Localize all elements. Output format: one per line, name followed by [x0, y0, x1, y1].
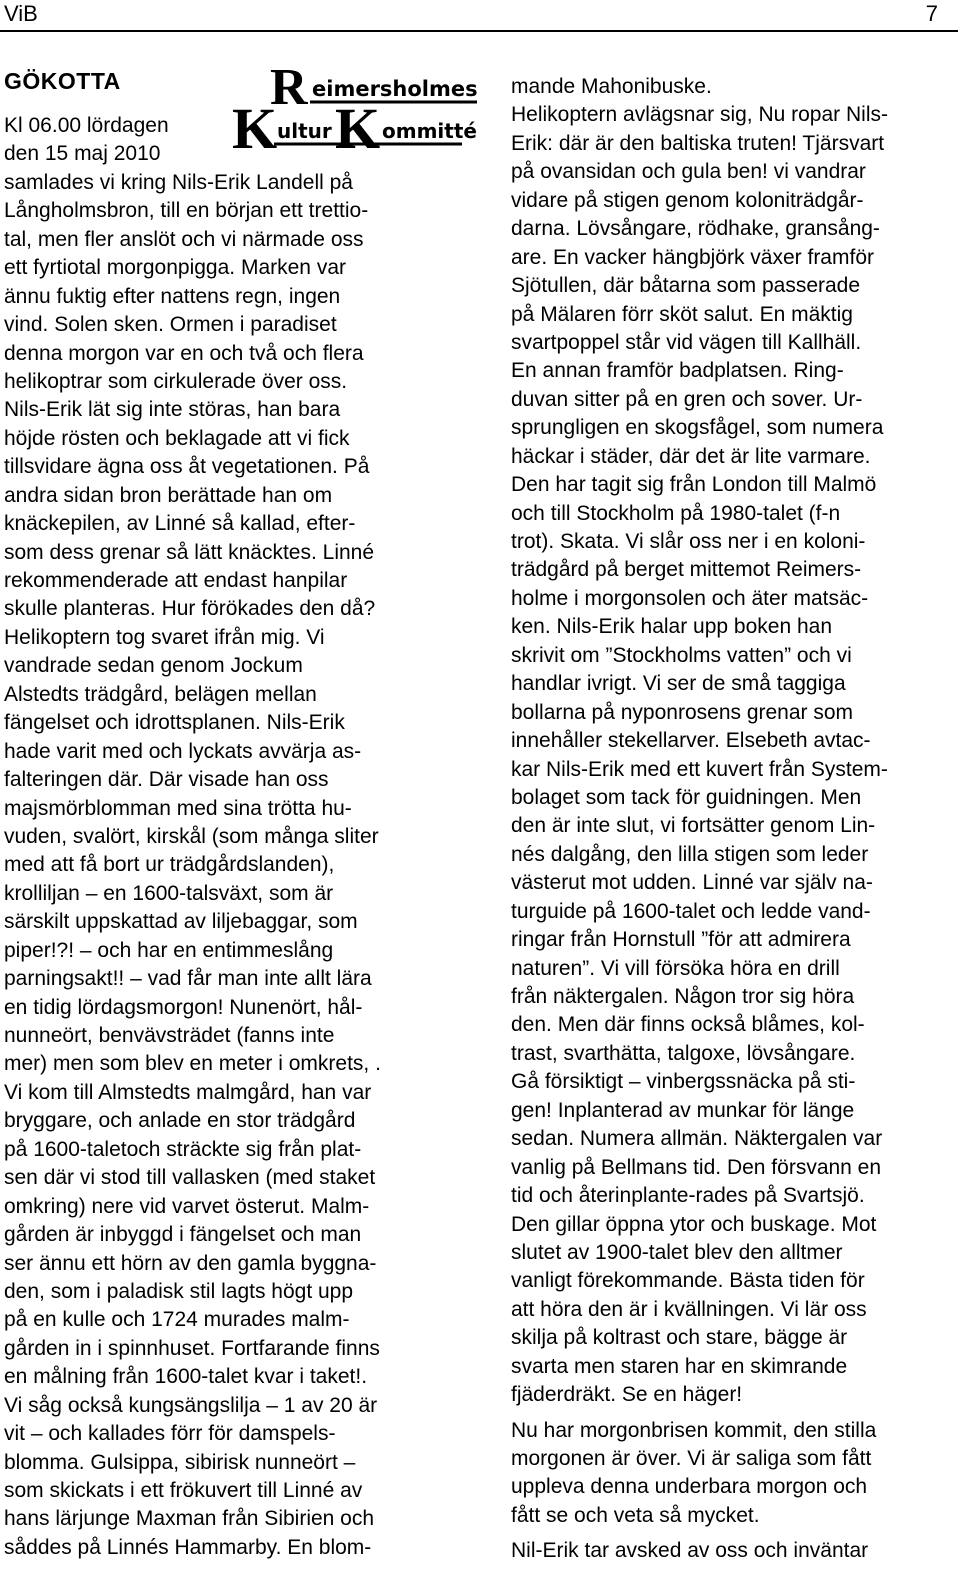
text-line: höjde rösten och beklagade att vi fick: [4, 426, 350, 450]
text-line: vandrade sedan genom Jockum: [4, 654, 303, 678]
text-line: och till Stockholm på 1980-talet (f-n: [511, 501, 841, 525]
text-line: ser ännu ett hörn av den gamla byggna-: [4, 1251, 377, 1275]
text-line: på 1600-taletoch sträckte sig från plat-: [4, 1137, 362, 1161]
text-line: Nils-Erik lät sig inte störas, han bara: [4, 398, 341, 422]
text-line: på Mälaren förr sköt salut. En mäktig: [511, 302, 853, 326]
logo-text-top: eimersholmes: [312, 77, 478, 101]
text-line: på en kulle och 1724 murades malm-: [4, 1308, 350, 1332]
text-line: omkring) nere vid varvet österut. Malm-: [4, 1194, 370, 1218]
text-line: are. En vacker hängbjörk växer framför: [511, 245, 874, 269]
text-line: mer) men som blev en meter i omkrets, .: [4, 1052, 381, 1076]
text-line: innehåller stekellarver. Elsebeth avtac-: [511, 729, 871, 753]
logo-text-kommitte: ommitté: [382, 119, 477, 143]
text-line: Sjötullen, där båtarna som passerade: [511, 274, 861, 298]
text-line: blomma. Gulsippa, sibirisk nunneört –: [4, 1450, 356, 1474]
publication-name: ViB: [4, 1, 38, 26]
text-line: falteringen där. Där visade han oss: [4, 768, 329, 792]
text-line: ett fyrtiotal morgonpigga. Marken var: [4, 256, 346, 280]
text-line: tal, men fler anslöt och vi närmade oss: [4, 227, 364, 251]
text-line: slutet av 1900-talet blev den alltmer: [511, 1240, 843, 1264]
text-line: krolliljan – en 1600-talsväxt, som är: [4, 881, 334, 905]
text-line: skrivit om ”Stockholms vatten” och vi: [511, 643, 852, 667]
text-line: fjäderdräkt. Se en häger!: [511, 1383, 743, 1407]
text-line: Alstedts trädgård, belägen mellan: [4, 682, 317, 706]
text-line: fängelset och idrottsplanen. Nils-Erik: [4, 711, 345, 735]
text-line: bolaget som tack för guidningen. Men: [511, 785, 862, 809]
article-title: GÖKOTTA: [4, 68, 121, 94]
text-line: sedan. Numera allmän. Näktergalen var: [511, 1127, 883, 1151]
text-line: den 15 maj 2010: [4, 142, 161, 166]
text-line: piper!?! – och har en entimmeslång: [4, 938, 334, 962]
text-line: naturen”. Vi vill försöka höra en drill: [511, 956, 840, 980]
text-line: turguide på 1600-talet och ledde vand-: [511, 899, 871, 923]
text-line: den är inte slut, vi fortsätter genom Lin-: [511, 814, 876, 838]
page-number: 7: [925, 1, 938, 26]
text-line: trot). Skata. Vi slår oss ner i en koloni-: [511, 530, 866, 553]
text-line: gen! Inplanterad av munkar för länge: [511, 1098, 855, 1122]
text-line: sen där vi stod till vallasken (med staket: [4, 1166, 376, 1190]
text-line: Långholmsbron, till en början ett trettio-: [4, 199, 369, 223]
text-line: vuden, svalört, kirskål (som många sliter: [4, 824, 379, 848]
text-line: Nu har morgonbrisen kommit, den stilla: [511, 1418, 877, 1442]
logo-letter-k2: K: [335, 96, 381, 156]
text-line: såddes på Linnés Hammarby. En blom-: [4, 1535, 372, 1559]
text-line: Helikoptern tog svaret ifrån mig. Vi: [4, 625, 325, 649]
text-line: som dess grenar så lätt knäcktes. Linné: [4, 540, 375, 564]
text-line: fått se och veta så mycket.: [511, 1503, 760, 1527]
text-line: Nil-Erik tar avsked av oss och inväntar: [511, 1539, 869, 1563]
text-line: tillsvidare ägna oss åt vegetationen. På: [4, 455, 370, 479]
text-line: häckar i städer, där det är lite varmare.: [511, 444, 871, 468]
text-line: hade varit med och lyckats avvärja as-: [4, 739, 362, 763]
text-line: knäckepilen, av Linné så kallad, efter-: [4, 512, 356, 536]
text-line: tid och återinplante-rades på Svartsjö.: [511, 1184, 865, 1208]
text-line: en målning från 1600-talet kvar i taket!.: [4, 1365, 368, 1389]
text-line: Vi såg också kungsängslilja – 1 av 20 är: [4, 1393, 378, 1417]
text-line: rekommenderade att endast hanpilar: [4, 569, 348, 592]
text-line: med att få bort ur trädgårdslanden),: [4, 853, 335, 877]
text-line: västerut mot udden. Linné var själv na-: [511, 871, 873, 895]
text-line: vit – och kallades förr för damspels-: [4, 1422, 336, 1446]
text-line: Helikoptern avlägsnar sig, Nu ropar Nils-: [511, 103, 888, 127]
text-line: denna morgon var en och två och flera: [4, 341, 364, 365]
text-line: från näktergalen. Någon tror sig höra: [511, 985, 855, 1008]
text-line: vanligt förekommande. Bästa tiden för: [511, 1269, 865, 1293]
text-line: sprungligen en skogsfågel, som numera: [511, 416, 884, 440]
text-line: kar Nils-Erik med ett kuvert från System-: [511, 757, 888, 781]
text-line: parningsakt!! – vad får man inte allt lära: [4, 967, 372, 991]
logo-text-kultur: ultur: [277, 119, 332, 143]
text-line: att höra den är i kvällningen. Vi lär oss: [511, 1297, 867, 1321]
logo-letter-r: R: [270, 60, 308, 116]
page-header: [0, 0, 960, 32]
text-line: bollarna på nyponrosens grenar som: [511, 700, 854, 724]
text-line: Kl 06.00 lördagen: [4, 114, 169, 137]
text-line: nés dalgång, den lilla stigen som leder: [511, 842, 869, 866]
text-line: darna. Lövsångare, rödhake, gransång-: [511, 217, 880, 241]
text-line: Den gillar öppna ytor och buskage. Mot: [511, 1212, 877, 1236]
text-line: en tidig lördagsmorgon! Nunenört, hål-: [4, 995, 363, 1019]
text-line: ken. Nils-Erik halar upp boken han: [511, 615, 833, 639]
text-line: den. Men där finns också blåmes, kol-: [511, 1013, 865, 1037]
text-line: Vi kom till Almstedts malmgård, han var: [4, 1080, 372, 1104]
text-line: trädgård på berget mittemot Reimers-: [511, 558, 862, 582]
text-line: samlades vi kring Nils-Erik Landell på: [4, 170, 353, 194]
article-right-column: [511, 73, 957, 1566]
text-line: särskilt uppskattad av liljebaggar, som: [4, 910, 358, 934]
text-line: trast, svarthätta, talgoxe, lövsångare.: [511, 1041, 856, 1065]
text-line: nunneört, benvävsträdet (fanns inte: [4, 1024, 335, 1047]
logo-letter-k1: K: [232, 96, 278, 156]
text-line: gården in i spinnhuset. Fortfarande finns: [4, 1336, 380, 1360]
text-line: skulle planteras. Hur förökades den då?: [4, 597, 376, 621]
text-line: En annan framför badplatsen. Ring-: [511, 359, 844, 383]
text-line: på ovansidan och gula ben! vi vandrar: [511, 160, 866, 184]
text-line: Gå försiktigt – vinbergssnäcka på sti-: [511, 1070, 856, 1094]
text-line: holme i morgonsolen och äter matsäc-: [511, 586, 869, 610]
text-line: vanlig på Bellmans tid. Den försvann en: [511, 1155, 882, 1179]
text-line: vind. Solen sken. Ormen i paradiset: [4, 313, 337, 337]
text-line: uppleva denna underbara morgon och: [511, 1475, 868, 1499]
article-left-column: [4, 112, 472, 1562]
text-line: bryggare, och anlade en stor trädgård: [4, 1109, 356, 1133]
text-line: helikoptrar som cirkulerade över oss.: [4, 369, 348, 393]
text-line: som skickats i ett frökuvert till Linné av: [4, 1479, 363, 1502]
text-line: hans lärjunge Maxman från Sibirien och: [4, 1507, 375, 1531]
text-line: Den har tagit sig från London till Malmö: [511, 473, 877, 497]
text-line: majsmörblomman med sina trötta hu-: [4, 796, 352, 820]
text-line: svartpoppel står vid vägen till Kallhäll.: [511, 330, 862, 354]
text-line: andra sidan bron berättade han om: [4, 483, 333, 507]
text-line: ringar från Hornstull ”för att admirera: [511, 928, 851, 952]
text-line: gården är inbyggd i fängelset och man: [4, 1223, 362, 1247]
text-line: ännu fuktig efter nattens regn, ingen: [4, 284, 341, 308]
text-line: skilja på koltrast och stare, bägge är: [511, 1326, 848, 1350]
text-line: den, som i paladisk stil lagts högt upp: [4, 1279, 354, 1303]
text-line: mande Mahonibuske.: [511, 75, 712, 98]
text-line: morgonen är över. Vi är saliga som fått: [511, 1447, 872, 1470]
text-line: svarta men staren har en skimrande: [511, 1354, 848, 1378]
text-line: vidare på stigen genom koloniträdgår-: [511, 188, 864, 212]
text-line: handlar ivrigt. Vi ser de små taggiga: [511, 672, 846, 696]
text-line: Erik: där är den baltiska truten! Tjärsvart: [511, 131, 885, 155]
text-line: duvan sitter på en gren och sover. Ur-: [511, 387, 863, 411]
header-divider: [0, 30, 958, 32]
